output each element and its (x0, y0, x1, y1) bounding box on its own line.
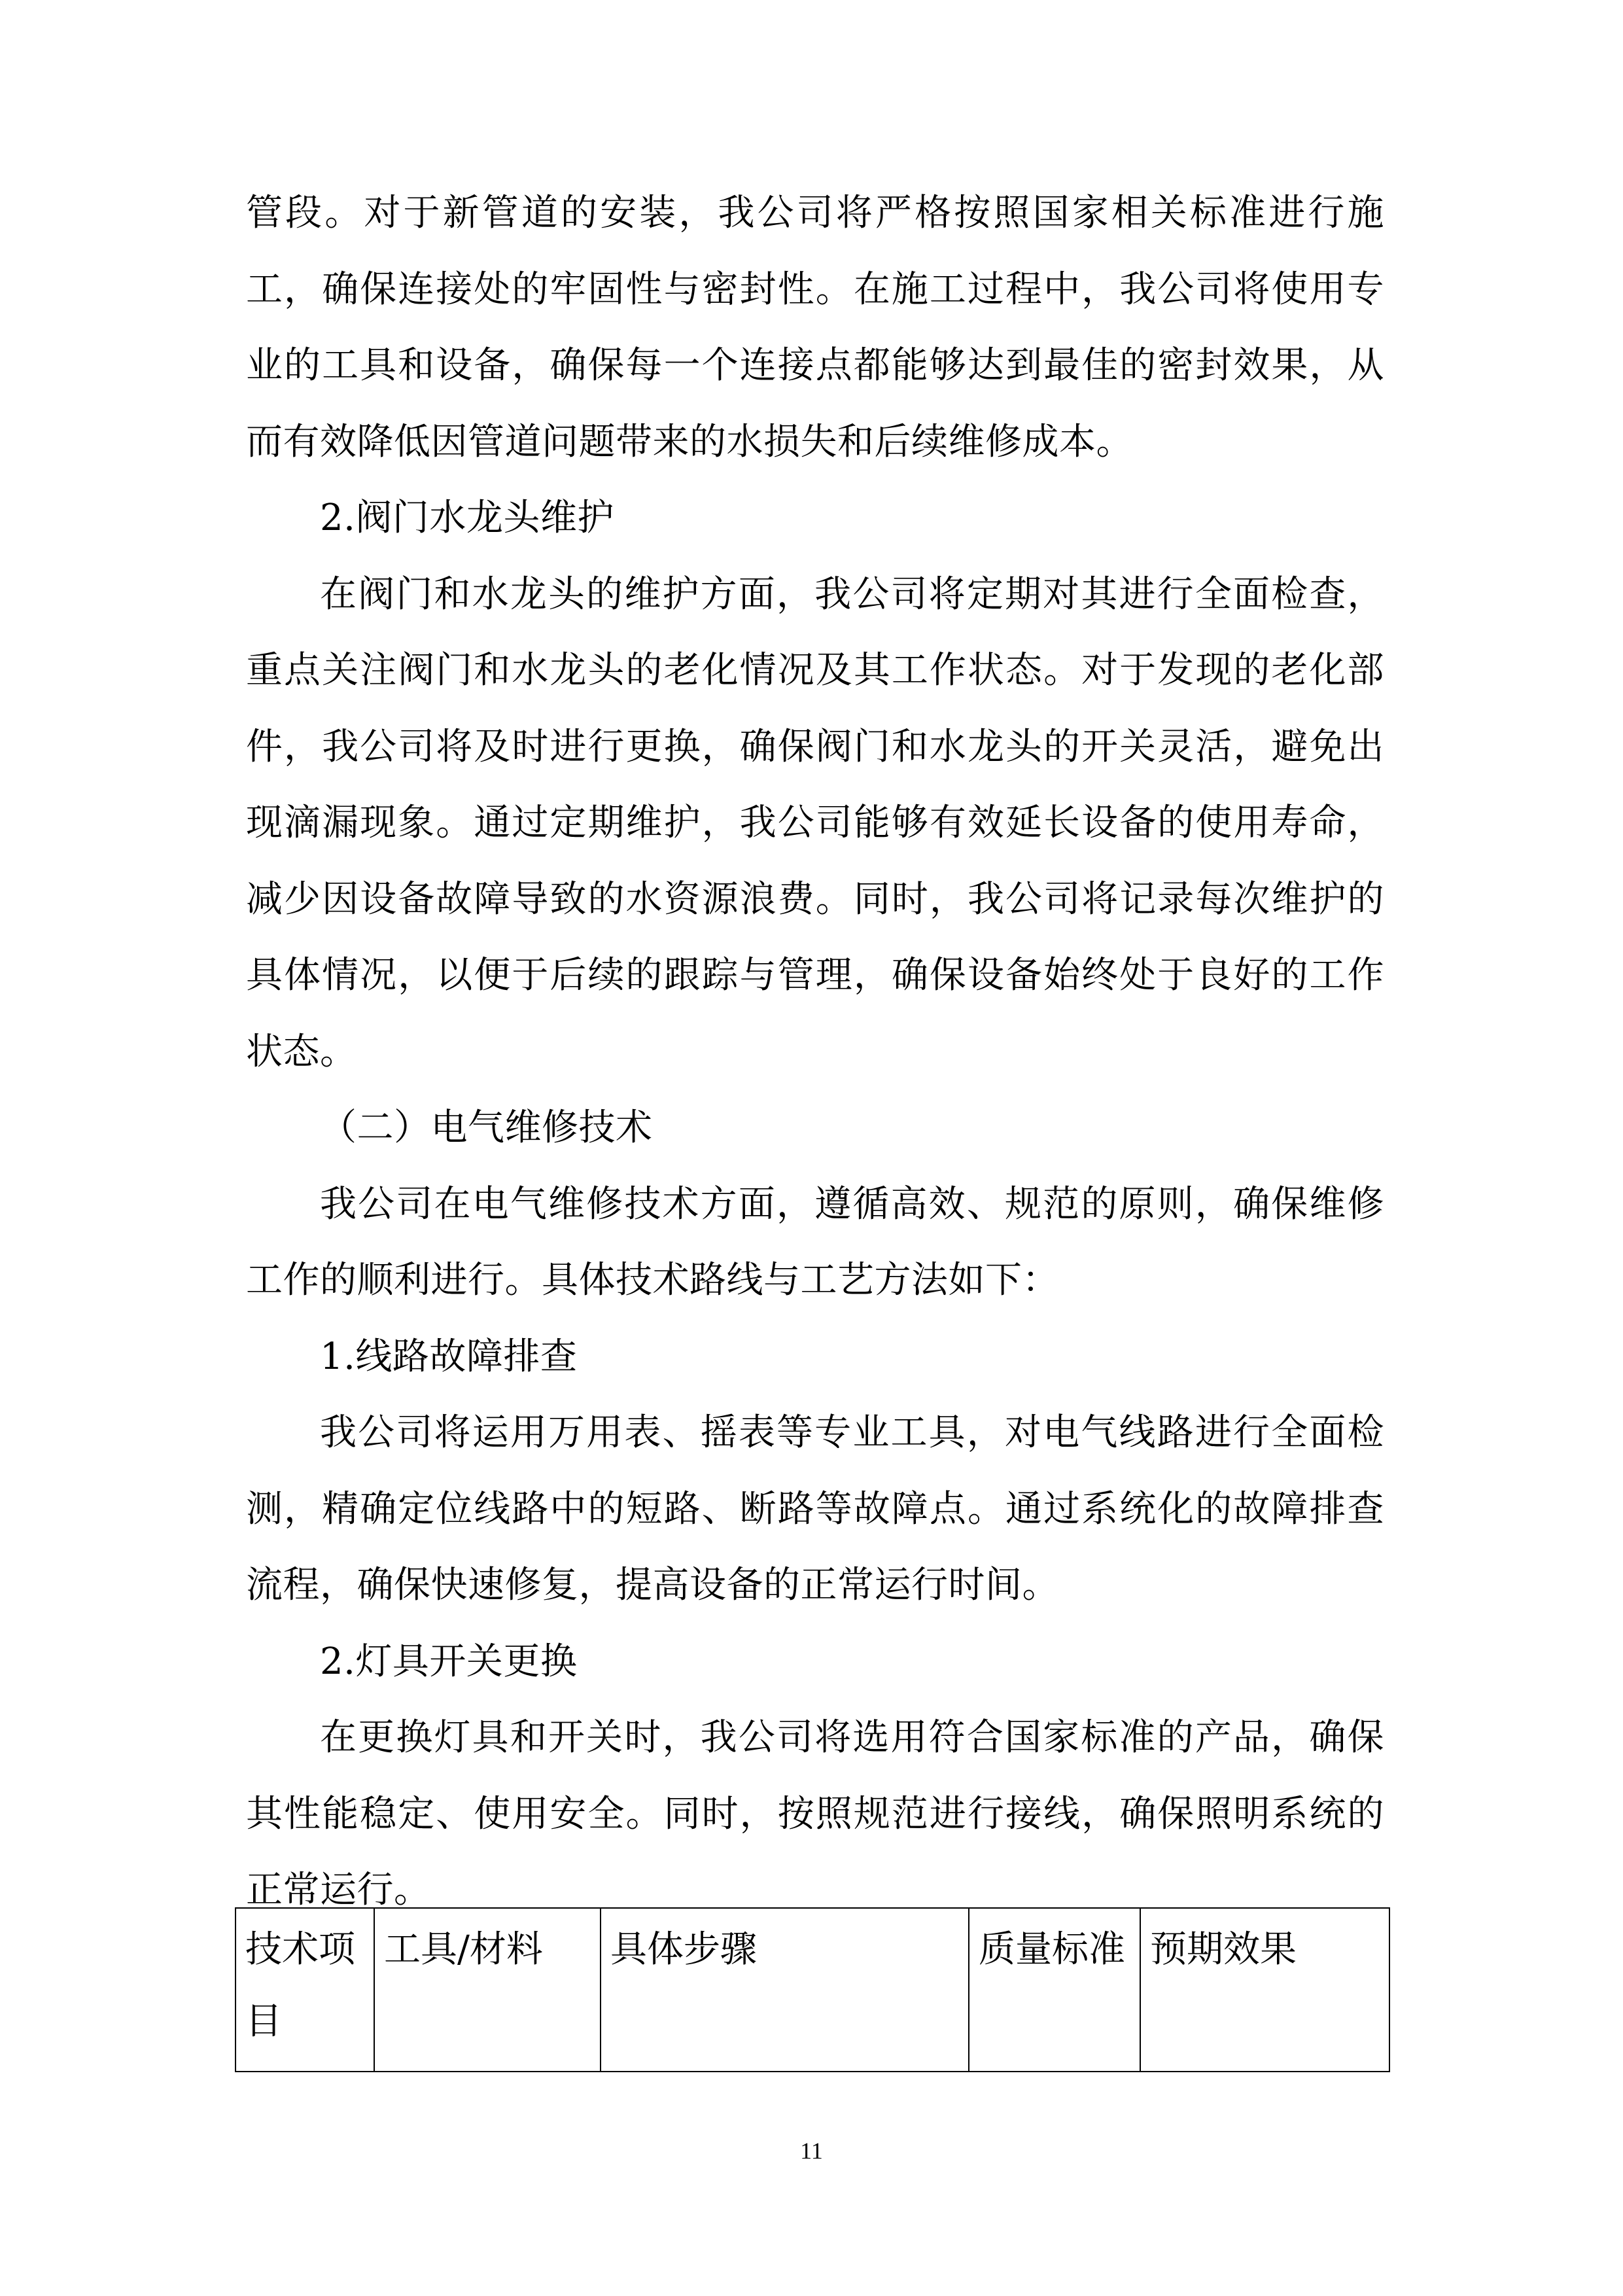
technical-table (235, 1907, 1390, 2072)
paragraph-electrical-intro: 我公司在电气维修技术方面，遵循高效、规范的原则，确保维修工作的顺利进行。具体技术路线与工艺方法如下： (246, 1182, 1384, 1301)
paragraph-valve-faucet: 在阀门和水龙头的维护方面，我公司将定期对其进行全面检查，重点关注阀门和水龙头的老化情况及其工作状态。对于发现的老化部件，我公司将及时进行更换，确保阀门和水龙头的开关灵活，避免出现滴漏现象。通过定期维护，我公司能够有效延长设备的使用寿命，减少因设备故障导致的水资源浪费。同时，我公司将记录每次维护的具体情况，以便于后续的跟踪与管理，确保设备始终处于良好的工作状态。 (246, 573, 1384, 1073)
document-body (246, 175, 1384, 1929)
heading-line-fault-check: 1.线路故障排查 (320, 1335, 578, 1378)
section-heading-electrical-repair: （二）电气维修技术 (320, 1106, 653, 1149)
table-header-tech-item: 技术项目 (236, 1908, 374, 2072)
page-number: 11 (800, 2138, 823, 2164)
paragraph-line-fault: 我公司将运用万用表、摇表等专业工具，对电气线路进行全面检测，精确定位线路中的短路、断路等故障点。通过系统化的故障排查流程，确保快速修复，提高设备的正常运行时间。 (246, 1411, 1384, 1606)
table-header-row (236, 1908, 1389, 2072)
heading-lamp-switch-replace: 2.灯具开关更换 (320, 1640, 578, 1683)
heading-valve-faucet-maintenance: 2.阀门水龙头维护 (320, 497, 614, 539)
table-header-steps: 具体步骤 (601, 1908, 969, 2072)
paragraph-pipe-install: 管段。对于新管道的安装，我公司将严格按照国家相关标准进行施工，确保连接处的牢固性与密封性。在施工过程中，我公司将使用专业的工具和设备，确保每一个连接点都能够达到最佳的密封效果，从而有效降低因管道问题带来的水损失和后续维修成本。 (246, 192, 1384, 463)
table-header-tools-materials: 工具/材料 (374, 1908, 601, 2072)
paragraph-lamp-switch: 在更换灯具和开关时，我公司将选用符合国家标准的产品，确保其性能稳定、使用安全。同时，按照规范进行接线，确保照明系统的正常运行。 (246, 1716, 1384, 1911)
table-header-quality-standard: 质量标准 (969, 1908, 1140, 2072)
table-header-expected-effect: 预期效果 (1140, 1908, 1389, 2072)
